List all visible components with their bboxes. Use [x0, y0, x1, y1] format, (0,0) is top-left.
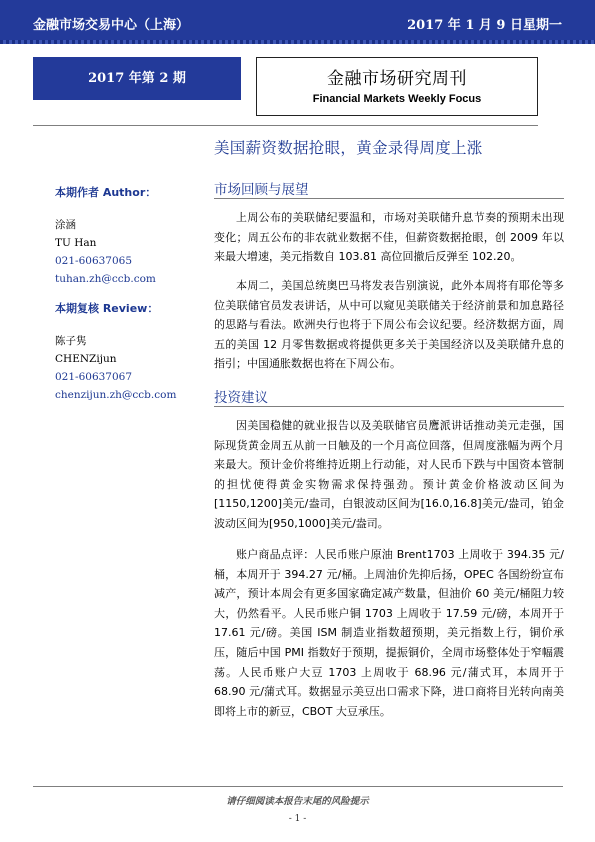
author-phone: 021-60637065 [55, 255, 133, 267]
page-number: - 1 - [288, 814, 307, 824]
invest-divider [214, 406, 564, 407]
reviewer-phone: 021-60637067 [55, 371, 133, 383]
reviewer-name-cn: 陈子隽 [55, 335, 87, 347]
section-invest-title: 投资建议 [214, 390, 268, 406]
issue-badge: 2017 年第 2 期 [33, 57, 241, 100]
review-paragraph-2: 本周二，美国总统奥巴马将发表告别演说，此外本周将有耶伦等多位美联储官员发表讲话，从中可以窥见美联储关于经济前景和加息路径的思路与看法。欧洲央行也将于下周公布会议纪要。经济数据方面，周五的美国 12 月零售数据或将提供更多关于美国经济以及美联储升息的指引；中国通胀数据也将在下周公布。 [214, 279, 564, 371]
author-heading: 本期作者 Author： [55, 186, 157, 199]
header-date: 2017 年 1 月 9 日星期一 [407, 18, 562, 33]
publication-title-en: Financial Markets Weekly Focus [312, 93, 482, 105]
header-divider [33, 125, 538, 126]
publication-title-cn: 金融市场研究周刊 [327, 69, 467, 89]
reviewer-email[interactable]: chenzijun.zh@ccb.com [55, 389, 177, 401]
banner-stripe [0, 40, 595, 44]
risk-note: 请仔细阅读本报告末尾的风险提示 [226, 796, 369, 807]
top-banner [0, 0, 595, 44]
reviewer-name-en: CHENZijun [55, 353, 117, 365]
review-divider [214, 198, 564, 199]
author-name-cn: 涂涵 [55, 219, 76, 231]
invest-paragraph-2: 账户商品点评：人民币账户原油 Brent1703 上周收于 394.35 元/桶，本周开于 394.27 元/桶。上周油价先抑后扬，OPEC 各国纷纷宣布减产，预计本周会有更多国家确定减产数量，但油价 60 美元/桶阻力较大，仍然看平。人民币账户铜 1703 上周收于 17.59 元/磅，本周开于 17.61 元/磅。美国 ISM 制造业指数超预期，美元指数上行，铜价承压，随后中国 PMI 指数好于预期，提振铜价，全周市场整体处于窄幅震荡。人民币账户大豆 1703 上周收于 68.96 元/蒲式耳，本周开于 68.90 元/蒲式耳。数据显示美豆出口需求下降，进口商将目光转向南美即将上市的新豆，CBOT 大豆承压。 [214, 548, 564, 718]
section-review-title: 市场回顾与展望 [214, 182, 309, 198]
author-name-en: TU Han [55, 237, 97, 249]
author-email[interactable]: tuhan.zh@ccb.com [55, 273, 156, 285]
review-paragraph-1: 上周公布的美联储纪要温和，市场对美联储升息节奏的预期未出现变化；周五公布的非农就业数据不佳，但薪资数据抢眼，创 2009 年以来最大增速，美元指数自 103.81 高位回撤后反弹至 102.20。 [214, 211, 564, 264]
header-org: 金融市场交易中心（上海） [33, 18, 190, 33]
invest-paragraph-1: 因美国稳健的就业报告以及美联储官员鹰派讲话推动美元走强，国际现货黄金周五从前一日触及的一个月高位回落，但周度涨幅为两个月来最大。预计金价将维持近期上行动能，对人民币下跌与中国资本管制的担忧使得黄金实物需求保持强劲。预计黄金价格波动区间为[1150,1200]美元/盎司，白银波动区间为[16.0,16.8]美元/盎司，铂金波动区间为[950,1000]美元/盎司。 [214, 419, 564, 530]
footer-divider [33, 786, 563, 787]
headline: 美国薪资数据抢眼，黄金录得周度上涨 [214, 139, 483, 157]
publication-title-box [256, 57, 538, 116]
sidebar-contacts [55, 184, 205, 404]
reviewer-heading: 本期复核 Review： [55, 302, 159, 315]
